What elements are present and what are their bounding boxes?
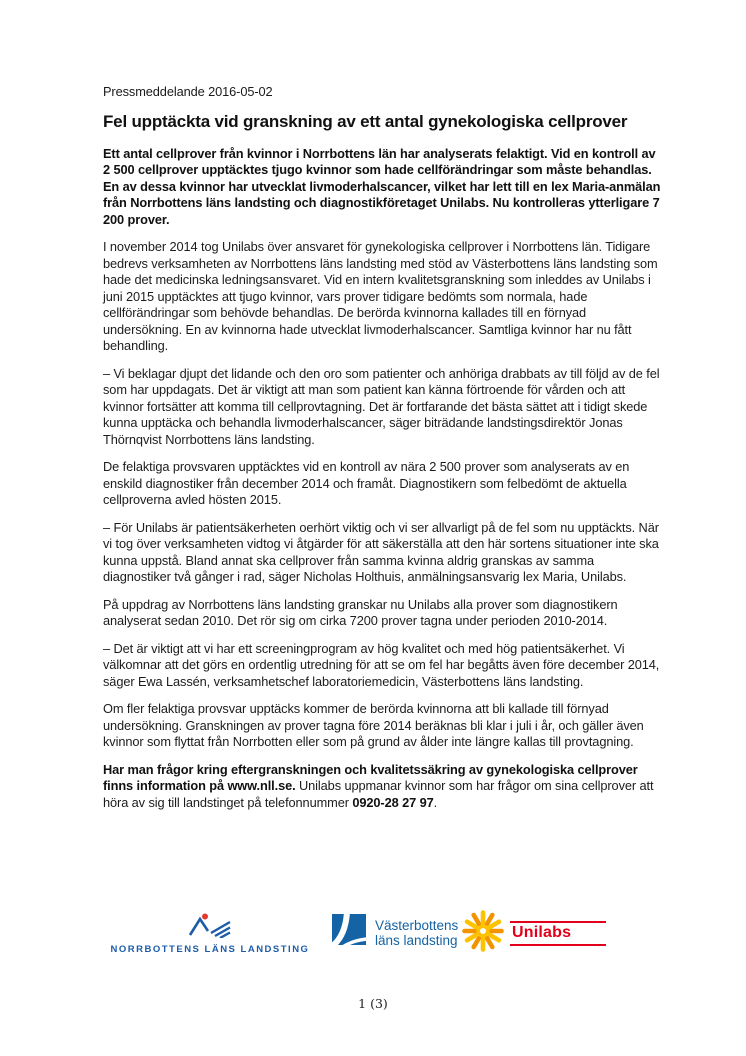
body-paragraph: De felaktiga provsvaren upptäcktes vid en kontroll av nära 2 500 prover som analyserats av en enskild diagnostiker från december 2014 och framåt. Diagnostikern som felbedömt de aktuella cellproverna avled hösten 2015. (103, 459, 630, 507)
body-paragraph: I november 2014 tog Unilabs över ansvaret för gynekologiska cellprover i Norrbottens län. Tidigare bedrevs verksamheten av Norrbottens läns landsting med stöd av Västerbottens läns landsting som hade det medicinska ledningsansvaret. Vid en intern kvalitetsgranskning som inleddes av Unilabs i juni 2015 upptäcktes att tjugo kvinnor, vars prover tidigare bedömts som normala, hade cellförändringar som behövde behandlas. De berörda kvinnorna kallades till en förnyad undersökning. En av kvinnorna hade utvecklat livmoderhalscancer. Samtliga kvinnor har nu fått behandling. (103, 239, 658, 353)
footer-logo-row (0, 908, 746, 968)
unilabs-wordmark: Unilabs (512, 924, 572, 941)
unilabs-sunburst-icon (462, 910, 504, 957)
page-title: Fel upptäckta vid granskning av ett antal gynekologiska cellprover (103, 111, 628, 131)
closing-suffix: . (433, 794, 438, 810)
body-paragraph-quote: – Det är viktigt att vi har ett screeningprogram av hög kvalitet och med hög patientsäkerhet. Vi välkomnar att det görs en ordentlig utredning för att se om fel har begåtts även före december 2014, säger Ewa Lassén, verksamhetschef laboratoriemedicin, Västerbottens läns landsting. (103, 640, 660, 689)
body-paragraph: På uppdrag av Norrbottens läns landsting granskar nu Unilabs alla prover som diagnostikern analyserat sedan 2010. Det rör sig om cirka 7200 prover tagna under perioden 2010-2014. (103, 596, 618, 628)
document-meta-date: Pressmeddelande 2016-05-02 (103, 84, 273, 99)
norrbottens-lans-landsting-logo (103, 912, 317, 955)
vll-wordmark-line1: Västerbottens (375, 917, 459, 933)
vll-wordmark-line2: läns landsting (375, 932, 458, 948)
closing-paragraph (103, 762, 663, 812)
lead-paragraph: Ett antal cellprover från kvinnor i Norrbottens län har analyserats felaktigt. Vid en kontroll av 2 500 cellprover upptäcktes tjugo kvinnor som hade cellförändringar som måste behandlas. En av dessa kvinnor har utvecklat livmoderhalscancer, vilket har lett till en lex Maria-anmälan från Norrbottens läns landsting och diagnostikföretaget Unilabs. Nu kontrolleras ytterligare 7 200 prover. (103, 145, 661, 227)
unilabs-wordmark-block (510, 921, 606, 946)
vll-emblem-icon (331, 913, 367, 952)
body-paragraph-quote: – Vi beklagar djupt det lidande och den oro som patienter och anhöriga drabbats av till följd av de fel som har uppdagats. Det är viktigt att man som patient kan känna förtroende för vården och att kvinnor fortsätter att komma till cellprovtagning. Det är fortfarande det bästa sättet att i tidigt skede kunna upptäcka och behandla livmoderhalscancer, säger biträdande landstingsdirektör Jonas Thörnqvist Norrbottens läns landsting. (103, 365, 660, 447)
page-number: 1 (3) (358, 996, 388, 1011)
closing-regular-text: Unilabs uppmanar kvinnor som har frågor om sina cellprover att höra av sig till landstinget på telefonnummer (103, 778, 654, 810)
body-paragraph: Om fler felaktiga provsvar upptäcks kommer de berörda kvinnorna att bli kallade till förnyad undersökning. Granskningen av prover tagna före 2014 beräknas bli klar i juli i år, och gäller även kvinnor som flyttat från Norrbotten eller som på grund av ålder inte längre kallas till provtagning. (103, 701, 644, 749)
closing-bold-text: Har man frågor kring eftergranskningen och kvalitetssäkring av gynekologiska cellprover finns information på www.nll.se. (103, 761, 638, 793)
body-paragraph-quote: – För Unilabs är patientsäkerheten oerhört viktig och vi ser allvarligt på de fel som nu upptäckts. När vi tog över verksamheten vidtog vi åtgärder för att säkerställa att den här sortens situationer inte ska kunna uppstå. Bland annat ska cellprover från samma kvinna aldrig granskas av samma diagnostiker två gånger i rad, säger Nicholas Holthuis, anmälningsansvarig lex Maria, Unilabs. (103, 519, 659, 584)
vasterbottens-lans-landsting-logo (331, 913, 458, 952)
nll-mountain-icon (187, 925, 233, 942)
phone-number: 0920-28 27 97 (352, 794, 434, 810)
unilabs-logo (462, 910, 606, 957)
unilabs-bottom-rule (510, 944, 606, 946)
nll-wordmark: NORRBOTTENS LÄNS LANDSTING (110, 944, 310, 955)
document-body (103, 84, 663, 822)
vll-wordmark (375, 918, 458, 948)
